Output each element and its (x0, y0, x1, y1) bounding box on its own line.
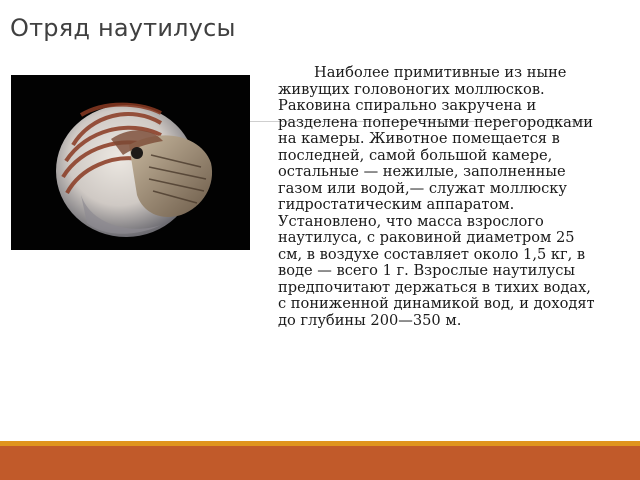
nautilus-photo (11, 75, 250, 250)
nautilus-illustration (11, 75, 250, 250)
slide-body-text: Наиболее примитивные из ныне живущих головоногих моллюсков. Раковина спирально закручена и разделена поперечными перегородками на камеры. Животное помещается в последней, самой большой камере, остальные — нежилые, заполненные газом или водой,— служат моллюску гидростатическим аппаратом. Установлено, что масса взрослого наутилуса, с раковиной диаметром 25 см, в воздухе составляет около 1,5 кг, в воде — всего 1 г. Взрослые наутилусы предпочитают держаться в тихих водах, с пониженной динамикой вод, и доходят до глубины 200—350 м. (278, 64, 595, 329)
footer-accent-band (0, 446, 640, 480)
slide-title: Отряд наутилусы (10, 14, 236, 42)
